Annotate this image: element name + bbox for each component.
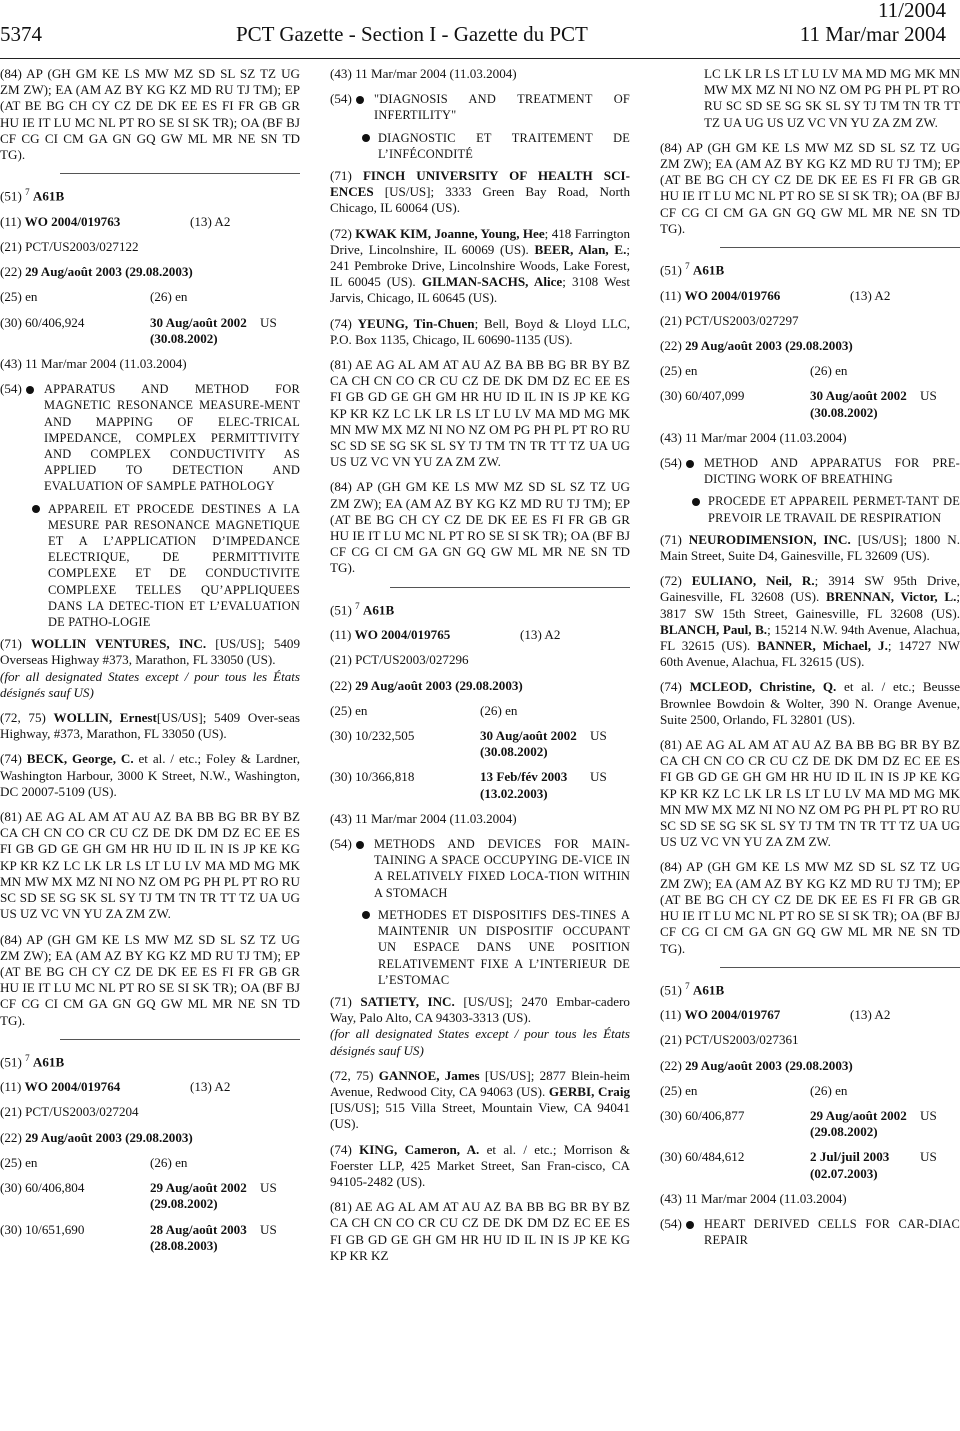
header-rule (0, 58, 960, 59)
filing-date: (22) 29 Aug/août 2003 (29.08.2003) (660, 1057, 853, 1073)
entry-separator (390, 587, 630, 588)
applicant: (71) SATIETY, INC. [US/US]; 2470 Embar-cadero Way, Palo Alto, CA 94303-3313 (US). (for all designated States except / pour tous les États désignés sauf US) (330, 993, 630, 1058)
publication-number: (11) WO 2004/019765 (13) A2 (330, 627, 561, 643)
inventors: (72) EULIANO, Neil, R.; 3914 SW 95th Drive, Gainesville, FL 32608 (US). BRENNAN, Victor, L.; 3817 SW 15th Street, Gainesville, FL 32608 (US). BLANCH, Paul, B.; 15214 N.W. 94th Avenue, Alachua, FL 32615 (US). BANNER, Michael, J.; 14727 NW 60th Avenue, Alachua, FL 32615 (US). (660, 573, 960, 670)
publication-number: (11) WO 2004/019767 (13) A2 (660, 1007, 891, 1023)
publication-date: (43) 11 Mar/mar 2004 (11.03.2004) (330, 810, 517, 826)
applicant: (71) FINCH UNIVERSITY OF HEALTH SCI-ENCES [US/US]; 3333 Green Bay Road, North Chicago, IL 60064 (US). (330, 168, 630, 216)
priority: (30) 60/484,612 2 Jul/juil 2003 (02.07.2003) US (660, 1149, 937, 1181)
priority: (30) 10/651,690 28 Aug/août 2003 (28.08.2003) US (0, 1221, 277, 1253)
languages: (25) en (26) en (660, 1082, 848, 1098)
title-en: (54) APPARATUS AND METHOD FOR MAGNETIC RESONANCE MEASURE-MENT AND MAPPING OF ELEC-TRICAL IMPEDANCE, COMPLEX PERMITTIVITY AND COMPLEX CONDUCTIVITY AS APPLIED TO DETECTION AND EVALUATION OF SAMPLE PATHOLOGY (0, 381, 300, 494)
ipc-class: (51) $^7$ A61B (330, 600, 395, 618)
title-en: (54) HEART DERIVED CELLS FOR CAR-DIAC REPAIR (660, 1216, 960, 1248)
inventors: (72, 75) GANNOE, James [US/US]; 2877 Blein-heim Avenue, Redwood City, CA 94063 (US). GERBI, Craig [US/US]; 515 Villa Street, Mountain View, CA 94041 (US). (330, 1067, 631, 1132)
languages: (25) en (26) en (0, 289, 188, 305)
entry-separator (60, 1039, 300, 1040)
designated-states-81: (81) AE AG AL AM AT AU AZ BA BB BG BR BY BZ CA CH CN CO CR CU CZ DE DK DM DZ EC EE ES FI GB GD GE GH GM HR HU ID IL IN IS JP KE KG KP KR KZ LC LK LR LS LT LU LV MA MD MG MK MN MW MX MZ NI NO NZ OM PG PH PL PT RO RU SC SD SE SG SK SL SY TJ TM TN TR TT TZ UA UG US UZ VC VN YU ZA ZM ZW. (330, 357, 630, 470)
ipc-class: (51) $^7$ A61B (0, 187, 65, 204)
page-number: 5374 (0, 22, 42, 46)
bullet-icon (362, 911, 370, 919)
priority: (30) 60/406,924 30 Aug/août 2002 (30.08.2002) US (0, 314, 277, 346)
priority: (30) 60/406,877 29 Aug/août 2002 (29.08.2002) US (660, 1108, 937, 1140)
designated-states-84: (84) AP (GH GM KE LS MW MZ SD SL SZ TZ UG ZM ZW); EA (AM AZ BY KG KZ MD RU TJ TM); EP (AT BE BG CH CY CZ DE DK EE ES FI FR GB GR HU IE IT LU MC NL PT RO SE SI SK TR); OA (BF BJ CF CG CI CM GA GN GQ GW ML MR NE SN TD TG). (0, 66, 300, 163)
entry-separator (720, 247, 960, 248)
designated-states-81: (81) AE AG AL AM AT AU AZ BA BB BG BR BY BZ CA CH CN CO CR CU CZ DE DK DM DZ EC EE ES FI GB GD GE GH GM HR HU ID IL IN IS JP KE KG KP KR KZ LC LK LR LS LT LU LV MA MD MG MK MN MW MX MZ NI NO NZ OM PG PH PL PT RO RU SC SD SE SG SK SL SY TJ TM TN TR TT TZ UA UG US UZ VC VN YU ZA ZM ZW. (0, 809, 300, 922)
bullet-icon (356, 96, 364, 104)
bullet-icon (362, 134, 370, 142)
publication-number: (11) WO 2004/019764 (13) A2 (0, 1079, 231, 1095)
title-fr: METHODES ET DISPOSITIFS DES-TINES A MAINTENIR UN DISPOSITIF OCCUPANT UN ESPACE DANS UNE POSITION RELATIVEMENT FIXE A L’INTERIEUR DE L’ESTOMAC (330, 907, 630, 988)
pct-application: (21) PCT/US2003/027204 (0, 1104, 139, 1120)
publication-date: (43) 11 Mar/mar 2004 (11.03.2004) (330, 66, 517, 81)
ipc-class: (51) $^7$ A61B (660, 980, 725, 998)
entry-wo-2004-019766 (660, 258, 960, 957)
title-en: (54) METHODS AND DEVICES FOR MAIN-TAINING A SPACE OCCUPYING DE-VICE IN A RELATIVELY FIXED LOCA-TION WITHIN A STOMACH (330, 836, 630, 900)
filing-date: (22) 29 Aug/août 2003 (29.08.2003) (660, 338, 853, 353)
pct-application: (21) PCT/US2003/027361 (660, 1032, 799, 1048)
issue-date: 11 Mar/mar 2004 (799, 22, 946, 46)
languages: (25) en (26) en (660, 363, 848, 379)
column-3 (660, 66, 960, 1255)
title-en: (54) METHOD AND APPARATUS FOR PRE-DICTING WORK OF BREATHING (660, 455, 960, 487)
pct-application: (21) PCT/US2003/027297 (660, 312, 799, 328)
agent: (74) MCLEOD, Christine, Q. et al. / etc.; Beusse Brownlee Bowdoin & Wolter, 390 N. Orange Avenue, Suite 2500, Orlando, FL 32801 (US). (660, 679, 960, 727)
languages: (25) en (26) en (0, 1154, 188, 1170)
agent: (74) KING, Cameron, A. et al. / etc.; Morrison & Foerster LLP, 425 Market Street, San Fran-cisco, CA 94105-2482 (US). (330, 1141, 630, 1189)
priority: (30) 60/406,804 29 Aug/août 2002 (29.08.2002) US (0, 1180, 277, 1212)
gazette-title: PCT Gazette - Section I - Gazette du PCT (236, 22, 588, 46)
publication-number: (11) WO 2004/019763 (13) A2 (0, 213, 231, 229)
publication-date: (43) 11 Mar/mar 2004 (11.03.2004) (660, 1190, 847, 1206)
designated-states-84: (84) AP (GH GM KE LS MW MZ SD SL SZ TZ UG ZM ZW); EA (AM AZ BY KG KZ MD RU TJ TM); EP (AT BE BG CH CY CZ DE DK EE ES FI FR GB GR HU IE IT LU MC NL PT RO SE SI SK TR); OA (BF BJ CF CG CI CM GA GN GQ GW ML MR NE SN TD TG). (330, 479, 630, 576)
entry-wo-2004-019767 (660, 978, 960, 1249)
filing-date: (22) 29 Aug/août 2003 (29.08.2003) (330, 677, 523, 693)
entry-separator (720, 967, 960, 968)
column-2 (330, 66, 630, 1273)
column-1 (0, 66, 300, 1263)
filing-date: (22) 29 Aug/août 2003 (29.08.2003) (0, 264, 193, 280)
entry-wo-2004-019764 (0, 1050, 300, 1254)
title-fr: DIAGNOSTIC ET TRAITEMENT DE L’INFÉCONDITÉ (330, 130, 630, 162)
bullet-icon (692, 498, 700, 506)
designated-states-84: (84) AP (GH GM KE LS MW MZ SD SL SZ TZ UG ZM ZW); EA (AM AZ BY KG KZ MD RU TJ TM); EP (AT BE BG CH CY CZ DE DK EE ES FI FR GB GR HU IE IT LU MC NL PT RO SE SI SK TR); OA (BF BJ CF CG CI CM GA GN GQ GW ML MR NE SN TD TG). (660, 859, 960, 956)
entry-wo-2004-019763 (0, 184, 300, 1029)
inventors: (72) KWAK KIM, Joanne, Young, Hee; 418 Farrington Drive, Lincolnshire, IL 60069 (US). BEER, Alan, E.; 241 Pembroke Drive, Lincolnshire Woods, Lake Forest, IL 60045 (US). GILMAN-SACHS, Alice; 3108 West Jarvis, Chicago, IL 60645 (US). (330, 225, 630, 306)
designated-states-81: (81) AE AG AL AM AT AU AZ BA BB BG BR BY BZ CA CH CN CO CR CU CZ DE DK DM DZ EC EE ES FI GB GD GE GH GM HR HU ID IL IN IS JP KE KG KP KR KZ LC LK LR LS LT LU LV MA MD MG MK MN MW MX MZ NI NO NZ OM PG PH PL PT RO RU SC SD SE SG SK SL SY TJ TM TN TR TT TZ UA UG US UZ VC VN YU ZA ZM ZW. (660, 737, 960, 850)
languages: (25) en (26) en (330, 702, 518, 718)
filing-date: (22) 29 Aug/août 2003 (29.08.2003) (0, 1129, 193, 1145)
entry-wo-2004-019765 (330, 598, 630, 1264)
bullet-icon (356, 841, 364, 849)
designated-states-81: (81) AE AG AL AM AT AU AZ BA BB BG BR BY BZ CA CH CN CO CR CU CZ DE DK DM DZ EC EE ES FI GB GD GE GH GM HR HU ID IL IN IS JP KE KG KP KR KZ (330, 1199, 630, 1263)
applicant: (71) NEURODIMENSION, INC. [US/US]; 1800 N. Main Street, Suite D4, Gainesville, FL 32609 (US). (660, 531, 960, 564)
title-en: (54) "DIAGNOSIS AND TREATMENT OF INFERTILITY" (330, 91, 630, 123)
agent: (74) BECK, George, C. et al. / etc.; Foley & Lardner, Washington Harbour, 3000 K Street, N.W., Washington, DC 20007-5109 (US). (0, 751, 300, 799)
designated-states-84: (84) AP (GH GM KE LS MW MZ SD SL SZ TZ UG ZM ZW); EA (AM AZ BY KG KZ MD RU TJ TM); EP (AT BE BG CH CY CZ DE DK EE ES FI FR GB GR HU IE IT LU MC NL PT RO SE SI SK TR); OA (BF BJ CF CG CI CM GA GN GQ GW ML MR NE SN TD TG). (0, 931, 300, 1028)
title-fr: PROCEDE ET APPAREIL PERMET-TANT DE PREVOIR LE TRAVAIL DE RESPIRATION (660, 493, 960, 525)
publication-date: (43) 11 Mar/mar 2004 (11.03.2004) (660, 429, 847, 445)
priority: (30) 10/366,818 13 Feb/fév 2003 (13.02.2003) US (330, 769, 607, 801)
title-fr: APPAREIL ET PROCEDE DESTINES A LA MESURE PAR RESONANCE MAGNETIQUE ET A L’APPLICATION D’IMPEDANCE ELECTRIQUE, DE PERMITTIVITE COMPLEXE ET DE CONDUCTIVITE COMPLEXE TELLES QU’APPLIQUEES DANS LA DETEC-TION ET L’EVALUATION DE PATHO-LOGIE (0, 501, 300, 631)
bullet-icon (686, 1221, 694, 1229)
pct-application: (21) PCT/US2003/027296 (330, 652, 469, 668)
agent: (74) YEUNG, Tin-Chuen; Bell, Boyd & Lloyd LLC, P.O. Box 1135, Chicago, IL 60690-1135 (US). (330, 315, 630, 347)
ipc-class: (51) $^7$ A61B (660, 261, 725, 278)
pct-application: (21) PCT/US2003/027122 (0, 238, 139, 254)
bullet-icon (32, 505, 40, 513)
publication-date: (43) 11 Mar/mar 2004 (11.03.2004) (0, 356, 187, 371)
inventor: (72, 75) WOLLIN, Ernest[US/US]; 5409 Over-seas Highway, #373, Marathon, FL 33050 (US). (0, 710, 300, 742)
priority: (30) 10/232,505 30 Aug/août 2002 (30.08.2002) US (330, 728, 607, 760)
designated-states-81-continued: LC LK LR LS LT LU LV MA MD MG MK MN MW MX MZ NI NO NZ OM PG PH PL PT RO RU SC SD SE SG SK SL SY TJ TM TN TR TT TZ UA UG US UZ VC VN YU ZA ZM ZW. (704, 66, 960, 130)
entry-separator (60, 173, 300, 174)
bullet-icon (686, 460, 694, 468)
designated-states-84: (84) AP (GH GM KE LS MW MZ SD SL SZ TZ UG ZM ZW); EA (AM AZ BY KG KZ MD RU TJ TM); EP (AT BE BG CH CY CZ DE DK EE ES FI FR GB GR HU IE IT LU MC NL PT RO SE SI SK TR); OA (BF BJ CF CG CI CM GA GN GQ GW ML MR NE SN TD TG). (660, 139, 960, 236)
priority: (30) 60/407,099 30 Aug/août 2002 (30.08.2002) US (660, 388, 937, 420)
applicant: (71) WOLLIN VENTURES, INC. [US/US]; 5409 Overseas Highway #373, Marathon, FL 33050 (US). (for all designated States except / pour tous les États désignés sauf US) (0, 636, 301, 700)
bullet-icon (26, 386, 34, 394)
publication-number: (11) WO 2004/019766 (13) A2 (660, 287, 891, 303)
ipc-class: (51) $^7$ A61B (0, 1052, 65, 1070)
issue-number: 11/2004 (877, 0, 946, 22)
page-header (0, 22, 960, 56)
